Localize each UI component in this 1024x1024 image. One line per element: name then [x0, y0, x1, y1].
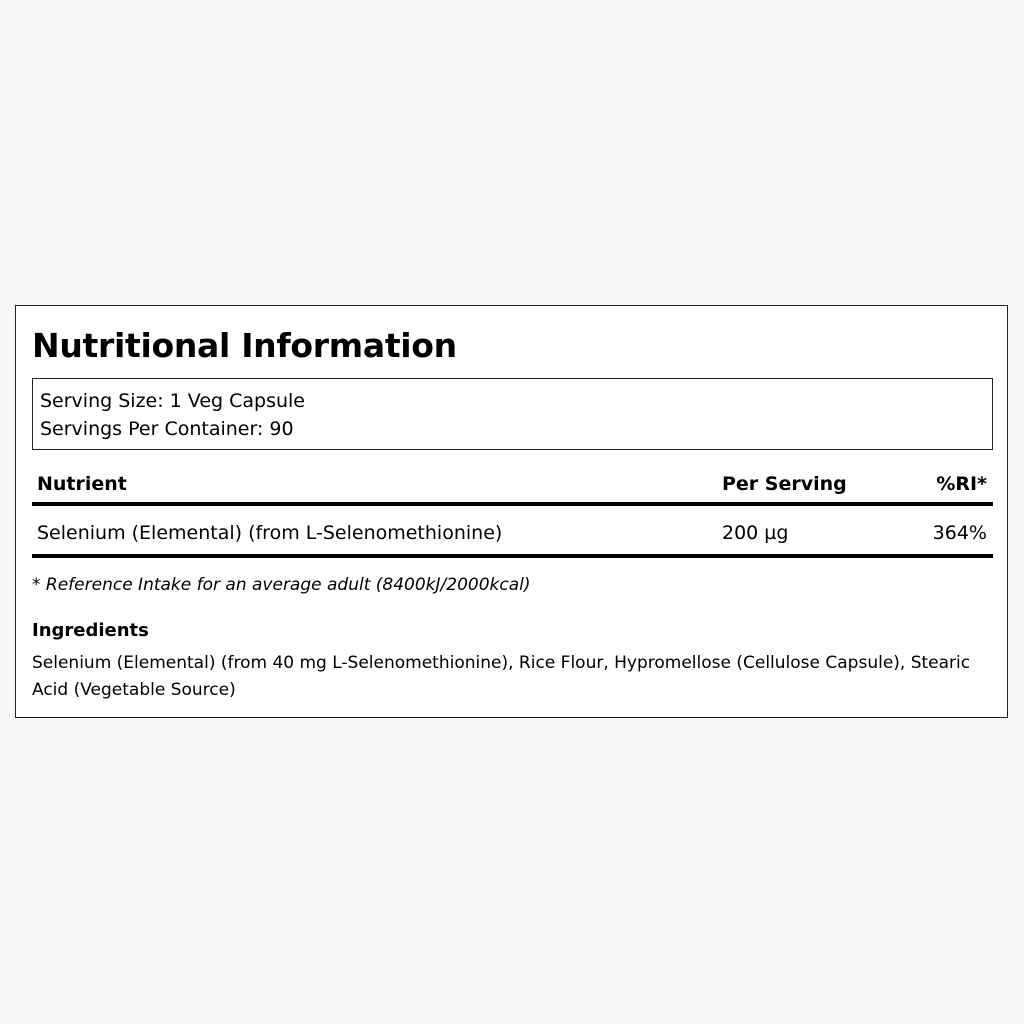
- nutrient-table: [32, 466, 993, 558]
- panel-title: Nutritional Information: [32, 326, 457, 365]
- header-ri: %RI*: [936, 473, 987, 495]
- header-per-serving: Per Serving: [722, 473, 847, 495]
- ri-footnote: * Reference Intake for an average adult (8400kJ/2000kcal): [32, 575, 531, 595]
- servings-per-container: Servings Per Container: 90: [40, 418, 294, 440]
- ingredients-text: Selenium (Elemental) (from 40 mg L-Selenomethionine), Rice Flour, Hypromellose (Cellulose Capsule), Stearic Acid (Vegetable Source): [32, 653, 971, 700]
- nutrient-ri: 364%: [932, 522, 987, 544]
- table-row: [32, 506, 993, 558]
- nutrition-panel: [15, 305, 1008, 718]
- serving-size: Serving Size: 1 Veg Capsule: [40, 390, 305, 412]
- header-nutrient: Nutrient: [37, 473, 127, 495]
- ingredients-heading: Ingredients: [32, 620, 149, 641]
- serving-info-box: [32, 378, 993, 450]
- table-header-row: [32, 466, 993, 506]
- nutrient-name: Selenium (Elemental) (from L-Selenomethionine): [37, 522, 503, 544]
- nutrient-amount: 200 µg: [722, 522, 789, 544]
